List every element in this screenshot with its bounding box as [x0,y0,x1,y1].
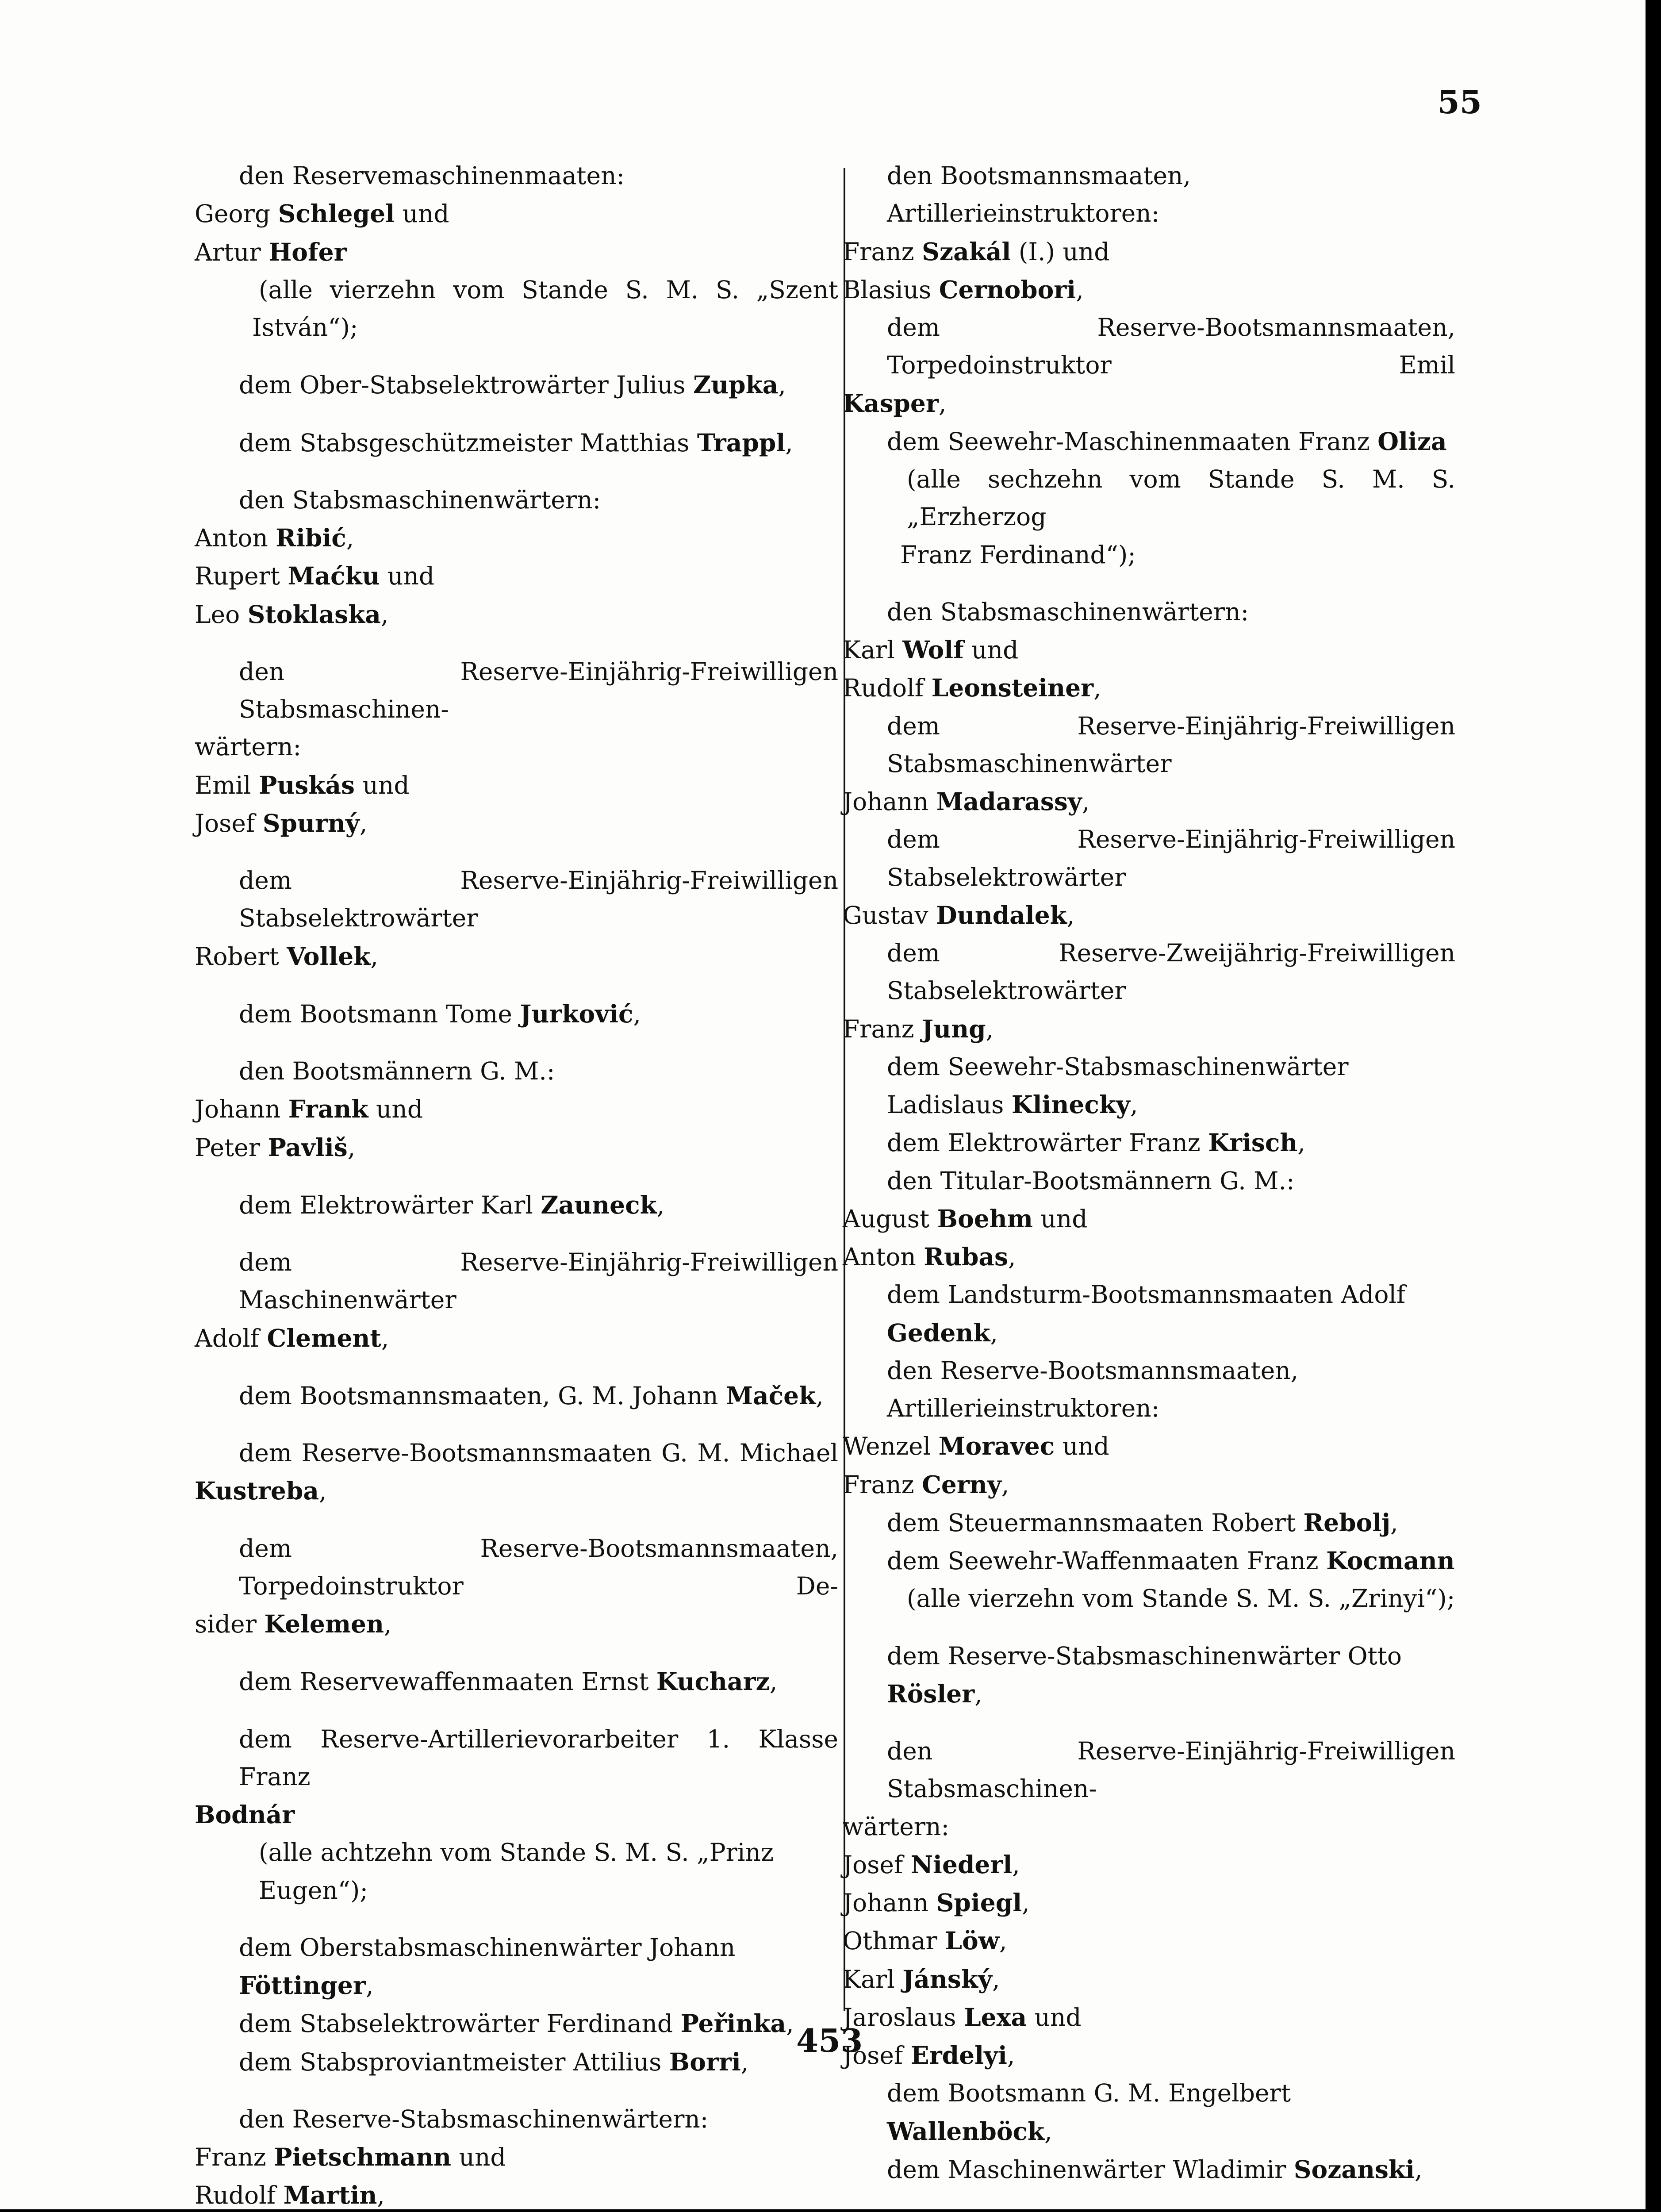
text-line [195,728,838,766]
person-surname: Vollek [287,941,371,971]
line-text: Josef [843,1850,911,1879]
text-line [843,1960,1455,1998]
person-surname: Kustreba [195,1476,319,1505]
line-text: dem Seewehr-Maschinenmaaten Franz [887,427,1378,456]
text-line [195,1052,838,1090]
line-text: dem Seewehr-Waffenmaaten Franz [887,1547,1327,1575]
line-suffix: , [999,1927,1007,1955]
person-surname: Jánský [902,1964,992,1993]
text-line [195,366,838,404]
page-number-bottom: 453 [796,2022,863,2059]
text-line [195,1472,838,1510]
line-suffix: , [347,1133,356,1162]
text-line [843,233,1455,271]
line-suffix: , [384,1610,392,1638]
person-surname: Leonsteiner [931,673,1094,703]
person-surname: Cerny [922,1470,1001,1499]
person-surname: Jurković [520,999,633,1028]
line-suffix: , [990,1318,998,1347]
line-text: dem Reserve-Einjährig-Freiwilligen Stabselektrowärter [887,825,1455,891]
line-text: Johann [843,1889,936,1917]
text-line [843,1998,1455,2036]
text-line [843,1352,1455,1428]
person-surname: Kucharz [656,1667,770,1696]
line-text: den Titular-Bootsmännern G. M.: [887,1166,1295,1195]
person-surname: Moravec [938,1432,1055,1461]
text-line [195,195,838,233]
line-text: wärtern: [195,733,302,761]
text-line [195,1663,838,1701]
text-line [195,424,838,462]
text-line [195,862,838,937]
line-text: dem Reservewaffenmaaten Ernst [239,1667,656,1696]
text-line [195,1377,838,1415]
line-suffix: , [365,1971,374,2000]
line-text: den Reserve-Einjährig-Freiwilligen Stabsmaschinen- [887,1737,1455,1803]
person-surname: Föttinger [239,1971,366,2000]
line-text: Othmar [843,1927,945,1955]
person-surname: Puskás [258,770,355,799]
line-text: Artur [195,238,269,266]
line-text: August [843,1204,937,1233]
line-text: sider [195,1610,265,1638]
text-line [195,937,838,975]
text-line [843,1884,1455,1922]
line-text: Gustav [843,901,936,929]
text-line [843,1808,1455,1846]
text-line [843,536,1455,574]
line-suffix: und [963,636,1019,664]
line-suffix: , [1082,787,1090,816]
text-line [843,669,1455,707]
line-text: dem Reserve-Bootsmannsmaaten, Torpedoinstruktor De- [239,1534,838,1600]
line-text: dem Reserve-Artillerievorarbeiter 1. Klasse Franz [239,1724,838,1791]
line-suffix: , [633,999,641,1028]
line-suffix: , [319,1477,327,1505]
line-text: dem Stabsgeschützmeister Matthias [239,428,697,457]
line-text: dem Landsturm-Bootsmannsmaaten Adolf [887,1280,1406,1309]
person-surname: Pavliš [268,1133,348,1162]
person-surname: Spiegl [936,1888,1022,1917]
line-text: dem Reserve-Bootsmannsmaaten G. M. Michael [239,1439,838,1467]
person-surname: Martin [283,2181,377,2210]
line-suffix: , [377,2181,385,2210]
line-text: Franz Ferdinand“); [900,540,1136,569]
text-line [195,309,838,346]
line-text: Josef [195,809,263,837]
line-suffix: , [380,600,389,629]
line-text: Anton [843,1243,924,1271]
line-suffix: und [1055,1432,1109,1461]
line-suffix: , [1093,674,1101,703]
line-text: den Reserve-Einjährig-Freiwilligen Stabsmaschinen- [239,657,838,723]
person-surname: Pietschmann [274,2143,452,2171]
text-line [195,481,838,519]
text-line [843,1922,1455,1960]
line-suffix: , [370,942,378,971]
text-line [195,1796,838,1834]
text-line [843,1580,1455,1617]
line-text: dem Bootsmann Tome [239,999,520,1028]
text-line [195,2005,838,2043]
text-line [195,2101,838,2138]
text-line [843,1238,1455,1276]
text-line [195,653,838,729]
line-text: dem Elektrowärter Karl [239,1190,541,1219]
line-text: den Reserve-Bootsmannsmaaten, Artillerieinstruktoren: [887,1356,1299,1422]
line-suffix: , [769,1667,778,1696]
line-suffix: und [355,771,410,799]
line-text: dem Bootsmannsmaaten, G. M. Johann [239,1381,726,1410]
line-suffix: , [786,2009,794,2038]
line-text: den Bootsmannsmaaten, Artillerieinstruktoren: [887,161,1191,228]
right-column [843,157,1455,2212]
line-text: Blasius [843,275,939,304]
text-line [195,519,838,557]
line-suffix: , [346,524,354,552]
line-suffix: , [1130,1091,1138,1119]
line-text: dem Reserve-Einjährig-Freiwilligen Stabselektrowärter [239,866,838,933]
person-surname: Frank [288,1094,368,1124]
line-suffix: , [992,1965,1000,1993]
text-line [195,995,838,1033]
text-line [195,1834,838,1909]
line-text: dem Elektrowärter Franz [887,1129,1208,1157]
person-surname: Clement [267,1323,381,1352]
person-surname: Borri [669,2047,741,2076]
person-surname: Kasper [843,388,939,418]
line-suffix: und [451,2143,506,2171]
line-text: dem Reserve-Stabsmaschinenwärter Otto [887,1641,1402,1670]
text-line [195,1720,838,1796]
line-text: dem Steuermannsmaaten Robert [887,1508,1304,1537]
person-surname: Jung [922,1014,986,1043]
text-line [843,1637,1455,1713]
line-text: dem Stabselektrowärter Ferdinand [239,2009,681,2038]
person-surname: Krisch [1208,1128,1298,1157]
line-text: Karl [843,636,903,664]
text-line [195,2176,838,2212]
line-suffix: , [1066,901,1075,929]
text-line [195,233,838,271]
line-text: Wenzel [843,1432,939,1461]
line-text: dem Stabsproviantmeister Attilius [239,2047,669,2076]
line-text: den Stabsmaschinenwärtern: [239,485,601,514]
text-line [195,595,838,634]
line-text: Johann [843,787,936,816]
left-column [195,157,838,2212]
person-surname: Kelemen [264,1609,384,1638]
line-suffix: und [380,562,435,591]
text-line [195,1605,838,1643]
line-text: dem Maschinenwärter Wladimir [887,2155,1294,2184]
line-suffix: , [938,389,947,418]
person-surname: Szakál [922,237,1011,266]
text-line [195,271,838,309]
line-suffix: und [1027,2003,1082,2032]
text-line [195,157,838,195]
person-surname: Gedenk [887,1318,990,1347]
text-line [843,2151,1455,2189]
line-text: dem Bootsmann G. M. Engelbert [887,2079,1291,2108]
person-surname: Kocmann [1326,1546,1455,1575]
text-line [843,2208,1455,2212]
text-line [195,1929,838,2005]
line-text: wärtern: [843,1812,950,1841]
text-line [843,783,1455,821]
person-surname: Klinecky [1011,1090,1130,1119]
line-suffix: , [1008,1243,1016,1271]
text-line [843,1466,1455,1504]
text-line [843,896,1455,934]
line-text: Johann [195,1095,288,1124]
text-line [843,2074,1455,2151]
line-text: (alle vierzehn vom Stande S. M. S. „Zrinyi“); [907,1584,1455,1613]
person-surname: Dundalek [936,900,1067,929]
text-line [843,1846,1455,1884]
text-line [843,157,1455,233]
person-surname: Wallenböck [887,2116,1045,2146]
person-surname: Oliza [1377,426,1447,456]
text-line [195,2043,838,2081]
line-text: Franz [843,237,922,266]
line-text: (alle sechzehn vom Stande S. M. S. „Erzherzog [907,465,1455,531]
line-text: dem Seewehr-Stabsmaschinenwärter Ladislaus [887,1052,1349,1119]
line-text: dem Reserve-Zweijährig-Freiwilligen Stabselektrowärter [887,939,1455,1005]
person-surname: Maćku [288,561,380,591]
text-line [843,593,1455,631]
text-line [843,1200,1455,1238]
text-line [843,707,1455,783]
line-text: den Reservemaschinenmaaten: [239,161,625,190]
line-suffix: , [1044,2117,1052,2146]
person-surname: Hofer [269,237,347,266]
text-line [843,1162,1455,1200]
line-text: Jaroslaus [843,2003,964,2032]
text-line [843,1542,1455,1580]
line-text: Peter [195,1133,268,1162]
line-text: dem Ober-Stabselektrowärter Julius [239,371,694,399]
line-suffix: , [778,371,786,399]
text-line [843,271,1455,309]
line-suffix: (I.) und [1011,237,1110,266]
line-suffix: , [1414,2155,1423,2184]
line-text: dem Reserve-Einjährig-Freiwilligen Maschinenwärter [239,1248,838,1314]
text-line [195,766,838,804]
person-surname: Rubas [924,1242,1009,1271]
line-text: dem Oberstabsmaschinenwärter Johann [239,1933,736,1962]
line-text: den Stabsmaschinenwärtern: [887,597,1249,626]
line-suffix: , [986,1014,994,1043]
text-line [843,1276,1455,1352]
person-surname: Peřinka [680,2009,786,2038]
line-suffix: , [1390,1508,1398,1537]
line-text: István“); [252,313,358,342]
line-suffix: , [1297,1129,1305,1157]
line-suffix: , [1001,1470,1009,1499]
line-text: (alle achtzehn vom Stande S. M. S. „Prinz Eugen“); [259,1838,774,1905]
text-line [843,821,1455,896]
text-line [195,1530,838,1605]
person-surname: Rösler [887,1679,975,1708]
text-line [843,309,1455,384]
person-surname: Zupka [693,370,779,399]
line-text: dem Reserve-Einjährig-Freiwilligen Stabsmaschinenwärter [887,711,1455,778]
text-line [843,1504,1455,1542]
line-text: Rudolf [195,2181,284,2210]
line-text: Leo [195,600,248,629]
line-text: den Bootsmännern G. M.: [239,1057,555,1085]
person-surname: Bodnár [195,1800,295,1829]
line-text: Rudolf [843,674,932,703]
line-suffix: , [816,1381,824,1410]
person-surname: Trappl [697,428,786,457]
text-line [843,934,1455,1010]
text-line [195,1090,838,1128]
person-surname: Maček [726,1381,816,1410]
person-surname: Sozanski [1293,2154,1415,2184]
text-line [195,1434,838,1472]
person-surname: Lexa [963,2002,1027,2032]
person-surname: Wolf [902,635,964,664]
text-line [195,1244,838,1319]
text-line [843,461,1455,536]
person-surname: Boehm [937,1204,1033,1233]
text-line [195,2138,838,2176]
line-text: Karl [843,1965,903,1993]
text-line [195,1129,838,1167]
person-surname: Schlegel [278,199,395,228]
person-surname: Niederl [910,1850,1013,1879]
person-surname: Spurný [262,808,360,837]
person-surname: Rebolj [1303,1508,1391,1537]
line-suffix: , [740,2047,749,2076]
line-text: Josef [843,2041,911,2070]
person-surname: Erdelyi [910,2041,1007,2070]
line-text: den Reserve-Stabsmaschinenwärtern: [239,2104,709,2133]
line-text: Emil [195,771,259,799]
text-line [843,1010,1455,1048]
text-line [843,631,1455,669]
line-text: Rupert [195,562,288,591]
text-line [843,1732,1455,1808]
text-line [843,422,1455,461]
text-line [195,1186,838,1224]
person-surname: Stoklaska [247,599,381,629]
line-suffix: , [1022,1889,1030,1917]
line-suffix: , [1076,275,1084,304]
page-number-top: 55 [1437,83,1482,121]
line-text: Franz [843,1014,922,1043]
line-text: Georg [195,200,278,228]
line-suffix: , [381,1324,389,1352]
person-surname: Löw [945,1926,1000,1955]
line-text: Anton [195,524,276,552]
line-suffix: , [974,1679,982,1708]
line-text: Robert [195,942,287,971]
line-suffix: , [785,428,793,457]
text-line [843,384,1455,422]
text-line [843,1427,1455,1465]
line-suffix: und [368,1095,423,1124]
line-suffix: , [359,809,368,837]
line-text: Franz [195,2143,274,2171]
text-line [195,557,838,595]
text-line [843,1124,1455,1162]
person-surname: Zauneck [541,1190,657,1219]
line-suffix: , [656,1190,665,1219]
text-line [843,1048,1455,1124]
line-suffix: , [1007,2041,1015,2070]
line-text: dem Reserve-Bootsmannsmaaten, Torpedoinstruktor Emil [887,313,1455,380]
line-text: Franz [843,1470,922,1499]
person-surname: Ribić [276,523,346,552]
person-surname: Madarassy [936,787,1082,816]
line-text: Adolf [195,1324,267,1352]
text-line [195,1319,838,1357]
text-line [195,804,838,842]
line-suffix: , [1012,1850,1020,1879]
line-suffix: und [1032,1204,1088,1233]
text-line [843,2036,1455,2074]
line-suffix: und [395,200,449,228]
person-surname: Cernobori [939,275,1076,304]
line-text: (alle vierzehn vom Stande S. M. S. „Szent [259,275,838,304]
